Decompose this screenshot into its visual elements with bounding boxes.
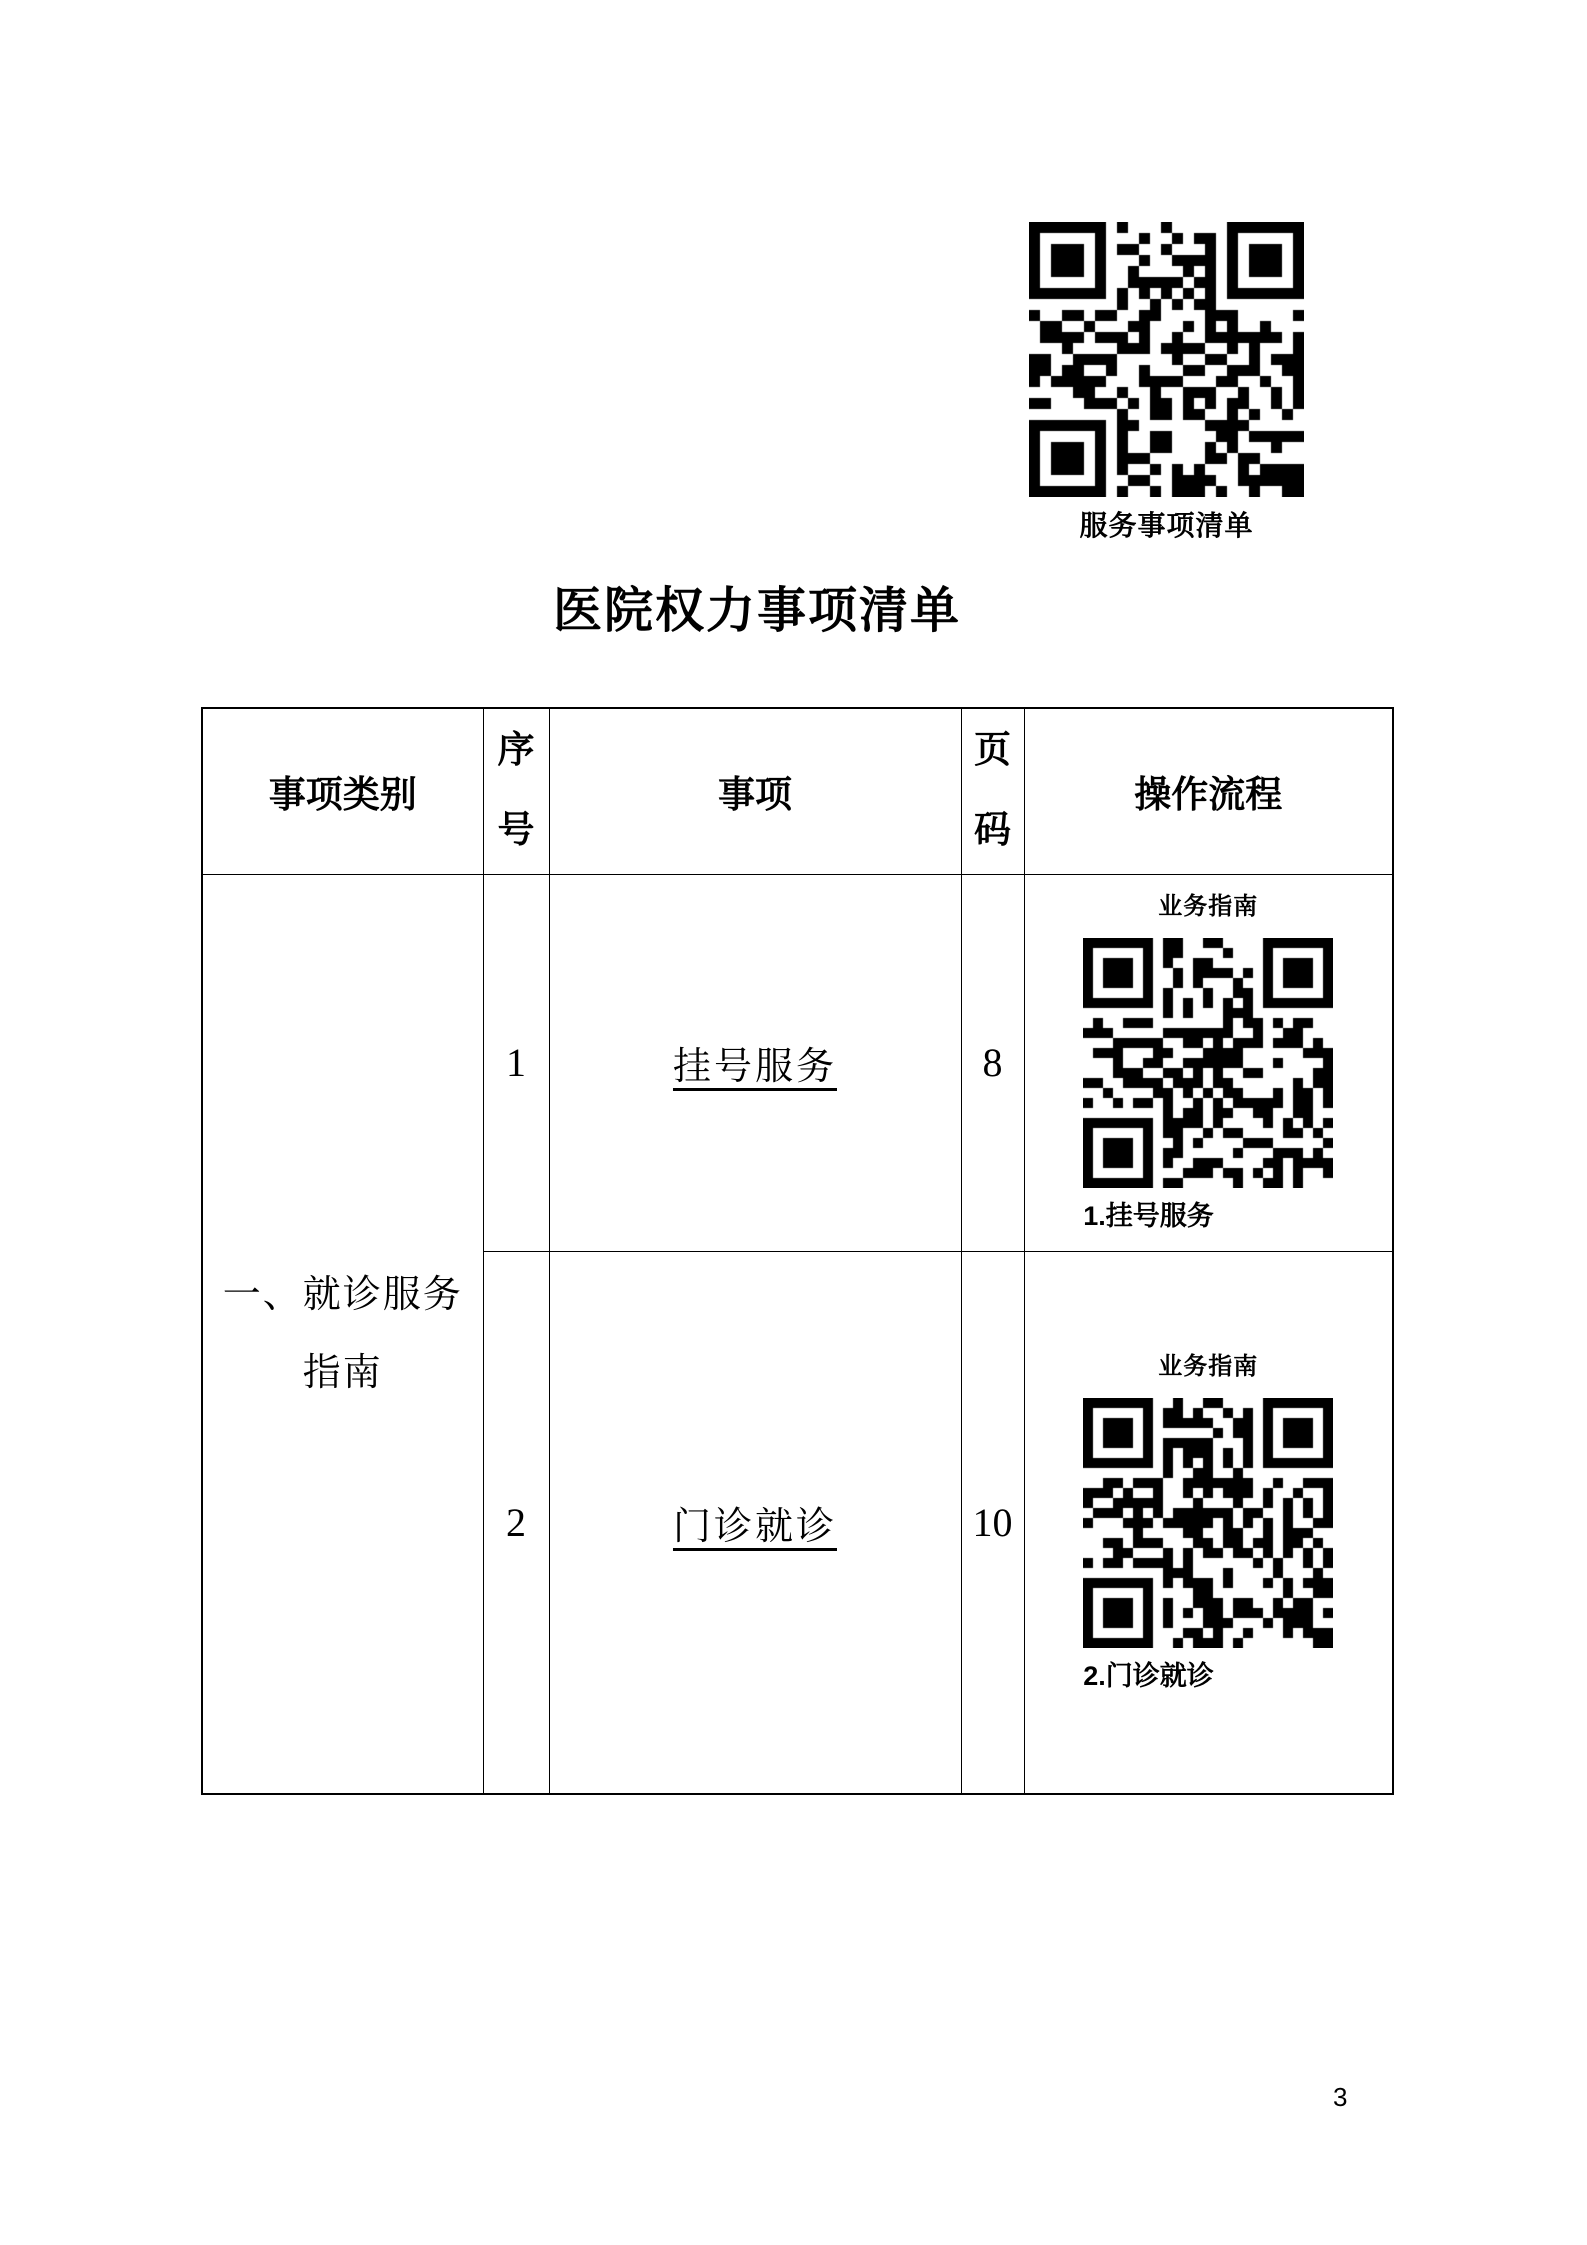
process-cell-outpatient bbox=[1024, 1251, 1393, 1794]
column-header-item: 事项 bbox=[549, 708, 961, 874]
table-row-registration bbox=[202, 874, 1393, 1251]
column-header-serial bbox=[483, 708, 549, 874]
registration-qr-caption: 1.挂号服务 bbox=[1083, 1201, 1214, 1231]
page-number-cell: 8 bbox=[961, 874, 1024, 1251]
process-cell-registration bbox=[1024, 874, 1393, 1251]
page-number-cell: 10 bbox=[961, 1251, 1024, 1794]
service-list-qr-label: 服务事项清单 bbox=[1079, 510, 1254, 541]
category-group-line2: 指南 bbox=[302, 1351, 383, 1394]
column-header-serial-line2: 号 bbox=[497, 810, 535, 852]
page-title: 医院权力事项清单 bbox=[553, 583, 962, 638]
category-group-line1: 一、就诊服务 bbox=[222, 1273, 463, 1316]
serial-cell: 2 bbox=[483, 1251, 549, 1794]
item-link-registration[interactable]: 挂号服务 bbox=[672, 1046, 837, 1088]
category-group-cell bbox=[202, 874, 483, 1794]
column-header-category: 事项类别 bbox=[202, 708, 483, 874]
business-guide-label: 业务指南 bbox=[1158, 1352, 1259, 1380]
outpatient-qr-caption: 2.门诊就诊 bbox=[1083, 1660, 1214, 1691]
column-header-page-line1: 页 bbox=[974, 730, 1011, 772]
outpatient-qr-code-image bbox=[1083, 1398, 1333, 1648]
column-header-process: 操作流程 bbox=[1024, 708, 1393, 874]
table-header-row bbox=[202, 708, 1393, 874]
column-header-page bbox=[961, 708, 1024, 874]
item-cell bbox=[549, 1251, 961, 1794]
column-header-serial-line1: 序 bbox=[497, 730, 535, 772]
footer-page-number: 3 bbox=[1333, 2082, 1348, 2112]
serial-cell: 1 bbox=[483, 874, 549, 1251]
business-guide-label: 业务指南 bbox=[1158, 893, 1259, 920]
item-cell bbox=[549, 874, 961, 1251]
item-link-outpatient[interactable]: 门诊就诊 bbox=[672, 1505, 837, 1548]
service-list-qr-block bbox=[1028, 222, 1305, 541]
service-list-qr-code-image bbox=[1029, 222, 1304, 497]
column-header-page-line2: 码 bbox=[974, 810, 1011, 852]
registration-qr-code-image bbox=[1083, 938, 1333, 1188]
items-table bbox=[201, 707, 1394, 1795]
